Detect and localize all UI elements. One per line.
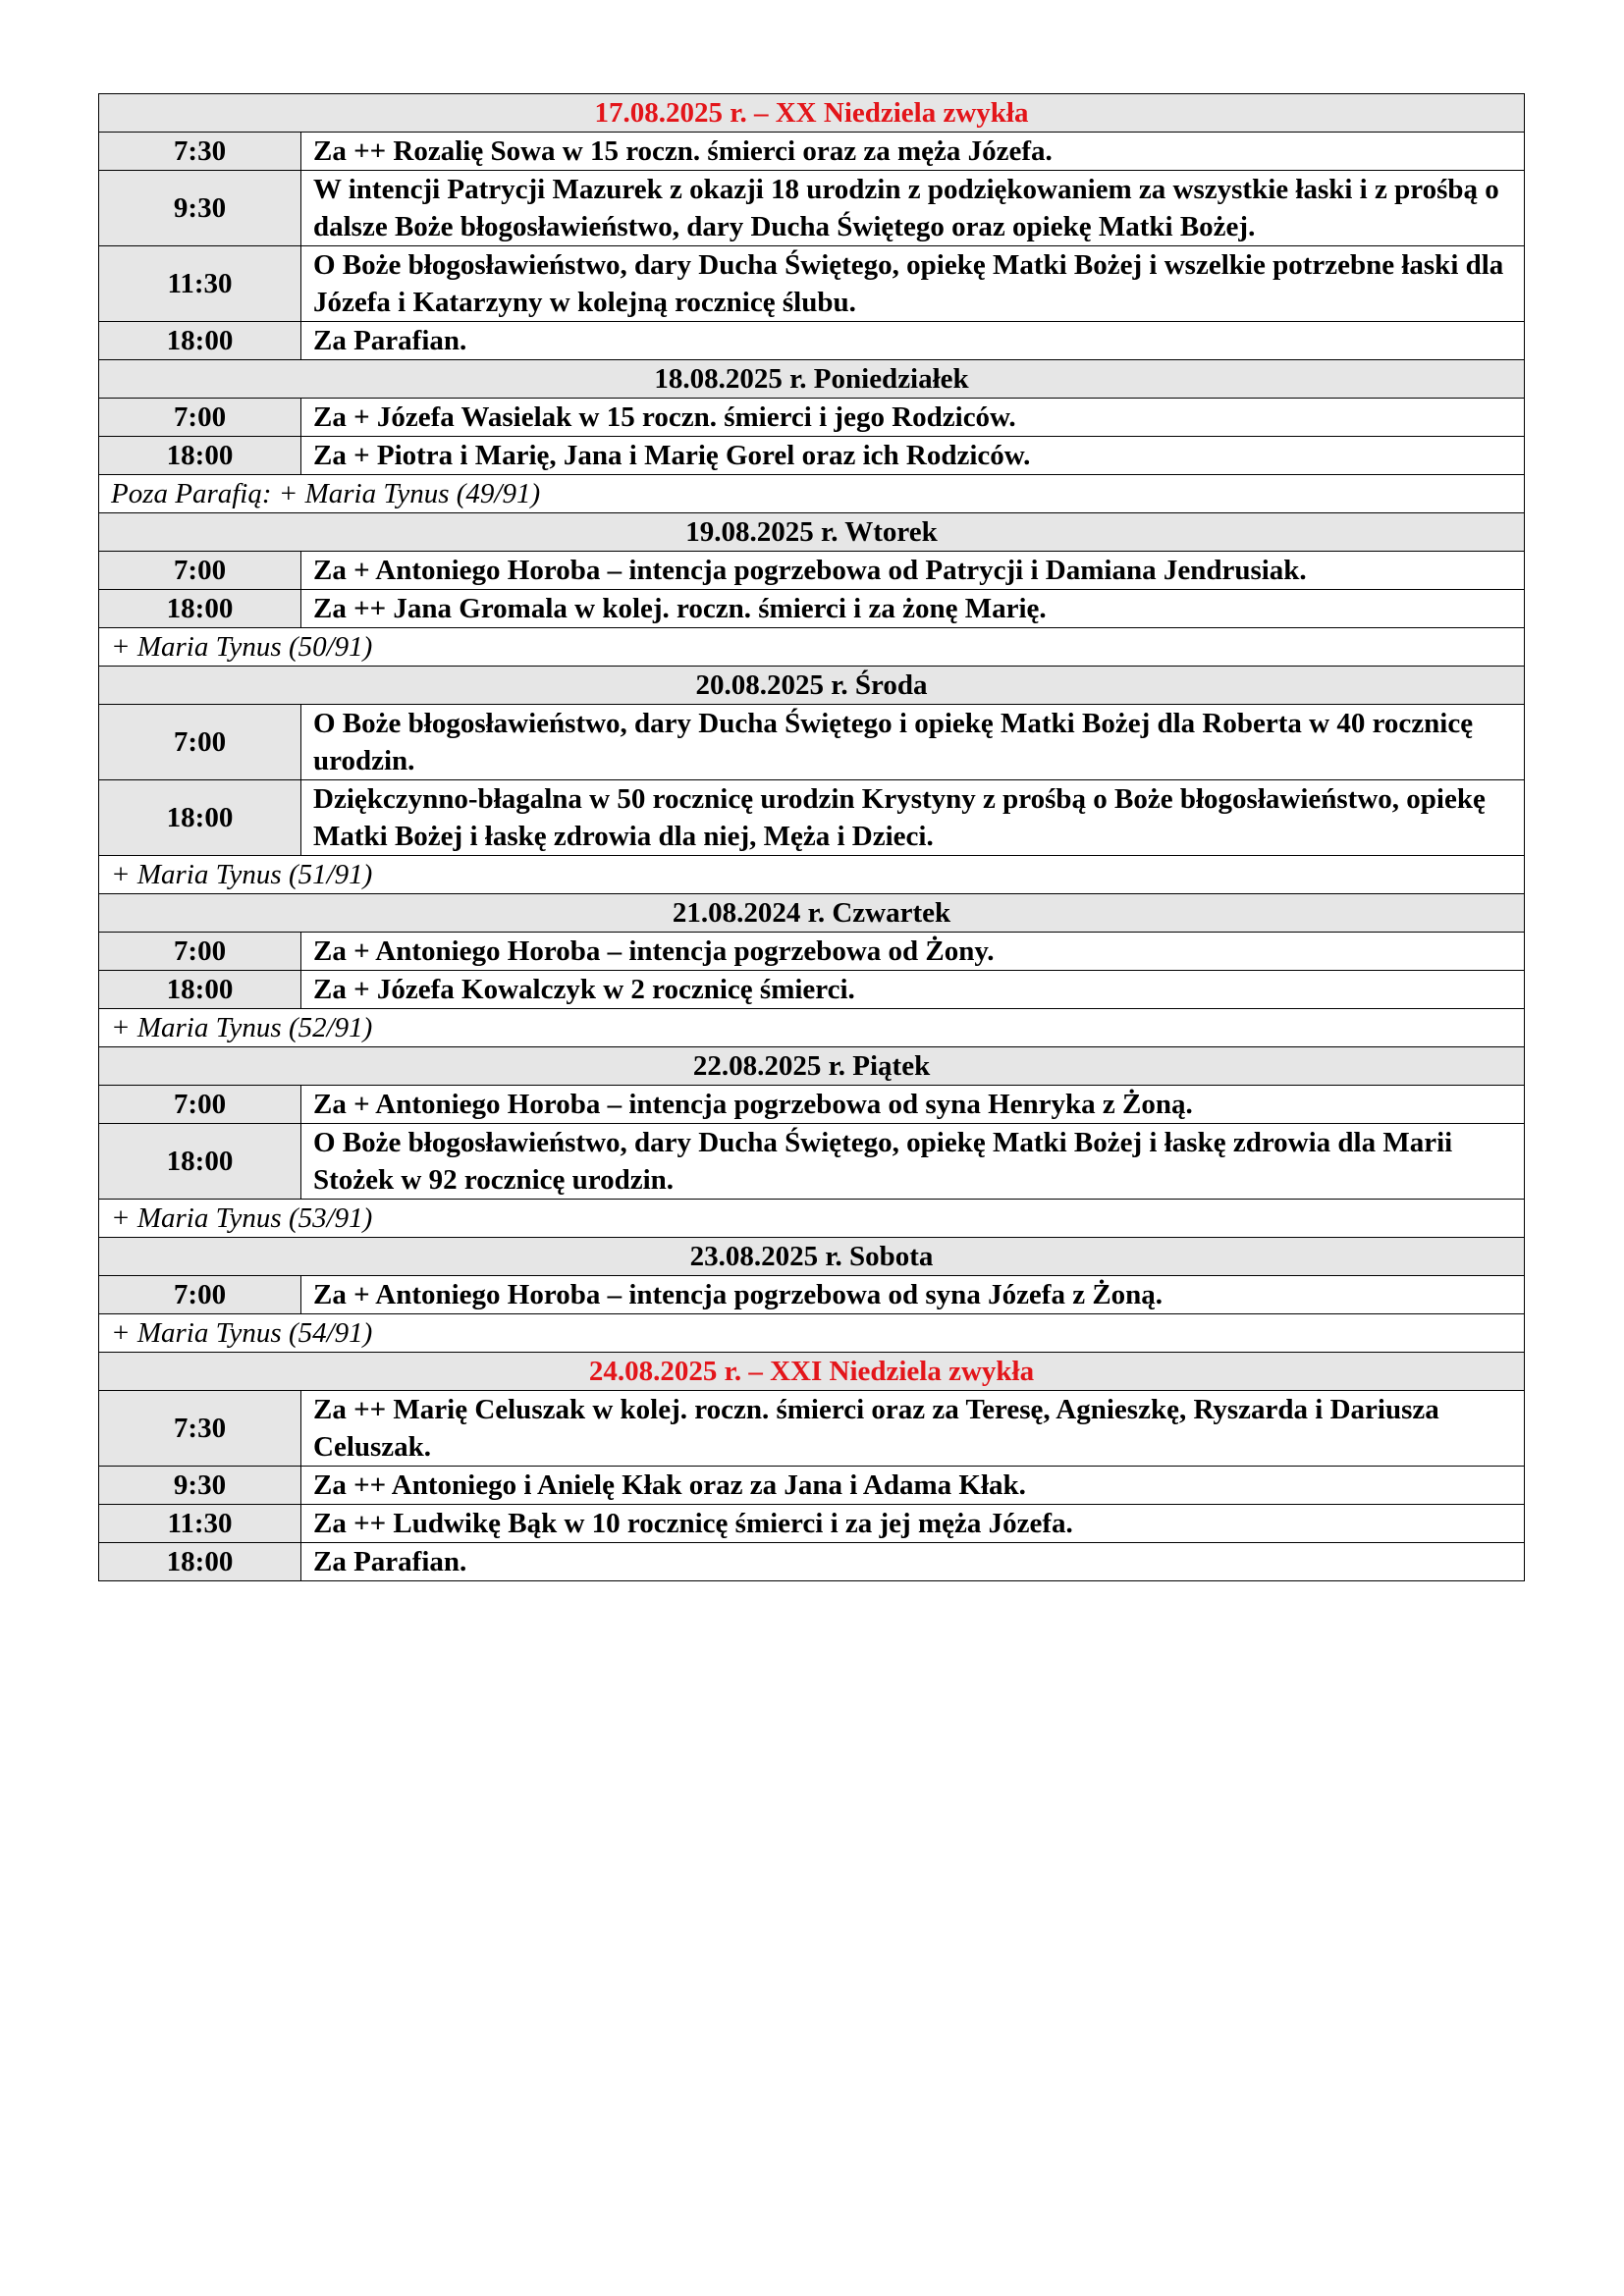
mass-time: 7:00 xyxy=(99,399,301,437)
day-header-row xyxy=(99,513,1525,552)
mass-row xyxy=(99,971,1525,1009)
day-header: 23.08.2025 r. Sobota xyxy=(99,1238,1525,1276)
mass-time: 11:30 xyxy=(99,246,301,322)
day-header-row xyxy=(99,1238,1525,1276)
note-row xyxy=(99,628,1525,667)
intention-note: + Maria Tynus (54/91) xyxy=(99,1314,1525,1353)
mass-intention: Za ++ Antoniego i Anielę Kłak oraz za Jana i Adama Kłak. xyxy=(301,1467,1525,1505)
note-row xyxy=(99,1314,1525,1353)
day-header: 22.08.2025 r. Piątek xyxy=(99,1047,1525,1086)
mass-row xyxy=(99,1391,1525,1467)
mass-row xyxy=(99,171,1525,246)
mass-intention: W intencji Patrycji Mazurek z okazji 18 urodzin z podziękowaniem za wszystkie łaski i z prośbą o dalsze Boże błogosławieństwo, dary Ducha Świętego oraz opiekę Matki Bożej. xyxy=(301,171,1525,246)
day-header-row xyxy=(99,894,1525,933)
mass-time: 18:00 xyxy=(99,971,301,1009)
mass-row xyxy=(99,1086,1525,1124)
day-header: 20.08.2025 r. Środa xyxy=(99,667,1525,705)
intention-note: Poza Parafią: + Maria Tynus (49/91) xyxy=(99,475,1525,513)
mass-intention: O Boże błogosławieństwo, dary Ducha Świętego i opiekę Matki Bożej dla Roberta w 40 rocznicę urodzin. xyxy=(301,705,1525,780)
note-row xyxy=(99,475,1525,513)
note-row xyxy=(99,1200,1525,1238)
mass-time: 11:30 xyxy=(99,1505,301,1543)
mass-intention: Za + Antoniego Horoba – intencja pogrzebowa od Patrycji i Damiana Jendrusiak. xyxy=(301,552,1525,590)
mass-row xyxy=(99,552,1525,590)
day-header: 18.08.2025 r. Poniedziałek xyxy=(99,360,1525,399)
mass-intention: Za ++ Ludwikę Bąk w 10 rocznicę śmierci i za jej męża Józefa. xyxy=(301,1505,1525,1543)
mass-row xyxy=(99,246,1525,322)
mass-time: 7:00 xyxy=(99,1086,301,1124)
mass-intention: O Boże błogosławieństwo, dary Ducha Świętego, opiekę Matki Bożej i łaskę zdrowia dla Marii Stożek w 92 rocznicę urodzin. xyxy=(301,1124,1525,1200)
mass-row xyxy=(99,1543,1525,1581)
mass-intention: Za ++ Jana Gromala w kolej. roczn. śmierci i za żonę Marię. xyxy=(301,590,1525,628)
intention-note: + Maria Tynus (51/91) xyxy=(99,856,1525,894)
intention-note: + Maria Tynus (53/91) xyxy=(99,1200,1525,1238)
mass-intention: Za Parafian. xyxy=(301,322,1525,360)
mass-time: 7:00 xyxy=(99,705,301,780)
mass-intention: Za + Antoniego Horoba – intencja pogrzebowa od Żony. xyxy=(301,933,1525,971)
intention-note: + Maria Tynus (50/91) xyxy=(99,628,1525,667)
mass-time: 18:00 xyxy=(99,590,301,628)
mass-row xyxy=(99,1276,1525,1314)
day-header-row xyxy=(99,94,1525,133)
note-row xyxy=(99,856,1525,894)
mass-time: 7:30 xyxy=(99,1391,301,1467)
mass-row xyxy=(99,133,1525,171)
mass-intention: O Boże błogosławieństwo, dary Ducha Świętego, opiekę Matki Bożej i wszelkie potrzebne łaski dla Józefa i Katarzyny w kolejną rocznicę ślubu. xyxy=(301,246,1525,322)
mass-time: 7:00 xyxy=(99,933,301,971)
schedule-body xyxy=(99,94,1525,1581)
mass-time: 9:30 xyxy=(99,1467,301,1505)
mass-time: 18:00 xyxy=(99,780,301,856)
note-row xyxy=(99,1009,1525,1047)
mass-time: 18:00 xyxy=(99,437,301,475)
mass-row xyxy=(99,437,1525,475)
day-header-row xyxy=(99,1047,1525,1086)
mass-time: 7:00 xyxy=(99,1276,301,1314)
mass-row xyxy=(99,399,1525,437)
mass-row xyxy=(99,1505,1525,1543)
day-header: 21.08.2024 r. Czwartek xyxy=(99,894,1525,933)
day-header: 17.08.2025 r. – XX Niedziela zwykła xyxy=(99,94,1525,133)
mass-row xyxy=(99,590,1525,628)
document-page xyxy=(98,93,1524,1581)
mass-time: 18:00 xyxy=(99,1543,301,1581)
mass-time: 9:30 xyxy=(99,171,301,246)
mass-row xyxy=(99,322,1525,360)
mass-intention: Dziękczynno-błagalna w 50 rocznicę urodzin Krystyny z prośbą o Boże błogosławieństwo, opiekę Matki Bożej i łaskę zdrowia dla niej, Męża i Dzieci. xyxy=(301,780,1525,856)
mass-intention: Za + Antoniego Horoba – intencja pogrzebowa od syna Henryka z Żoną. xyxy=(301,1086,1525,1124)
mass-row xyxy=(99,1124,1525,1200)
day-header: 19.08.2025 r. Wtorek xyxy=(99,513,1525,552)
mass-intention: Za ++ Rozalię Sowa w 15 roczn. śmierci oraz za męża Józefa. xyxy=(301,133,1525,171)
mass-row xyxy=(99,933,1525,971)
day-header: 24.08.2025 r. – XXI Niedziela zwykła xyxy=(99,1353,1525,1391)
mass-intention: Za + Piotra i Marię, Jana i Marię Gorel oraz ich Rodziców. xyxy=(301,437,1525,475)
mass-row xyxy=(99,1467,1525,1505)
mass-time: 7:00 xyxy=(99,552,301,590)
mass-intention: Za ++ Marię Celuszak w kolej. roczn. śmierci oraz za Teresę, Agnieszkę, Ryszarda i Dariusza Celuszak. xyxy=(301,1391,1525,1467)
day-header-row xyxy=(99,360,1525,399)
day-header-row xyxy=(99,1353,1525,1391)
mass-time: 18:00 xyxy=(99,1124,301,1200)
mass-intention: Za + Józefa Wasielak w 15 roczn. śmierci i jego Rodziców. xyxy=(301,399,1525,437)
mass-time: 18:00 xyxy=(99,322,301,360)
day-header-row xyxy=(99,667,1525,705)
mass-row xyxy=(99,780,1525,856)
mass-row xyxy=(99,705,1525,780)
mass-intention: Za + Józefa Kowalczyk w 2 rocznicę śmierci. xyxy=(301,971,1525,1009)
mass-intention: Za Parafian. xyxy=(301,1543,1525,1581)
mass-intention: Za + Antoniego Horoba – intencja pogrzebowa od syna Józefa z Żoną. xyxy=(301,1276,1525,1314)
mass-intentions-table xyxy=(98,93,1525,1581)
mass-time: 7:30 xyxy=(99,133,301,171)
intention-note: + Maria Tynus (52/91) xyxy=(99,1009,1525,1047)
